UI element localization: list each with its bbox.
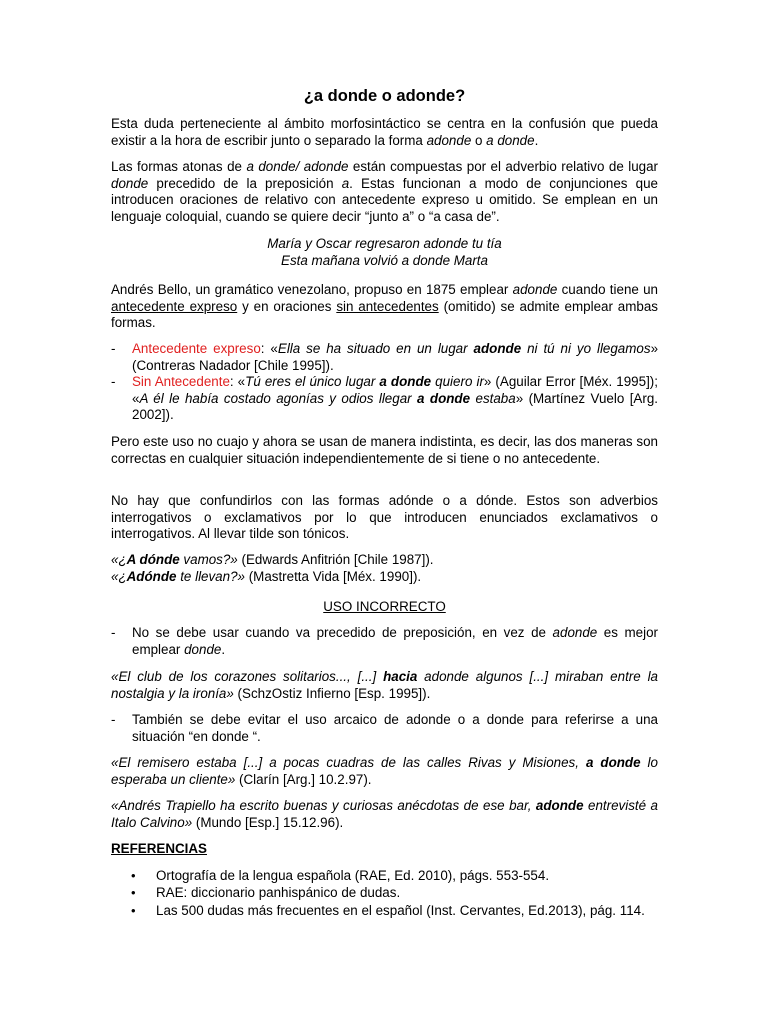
source-citation: » (Aguilar Error [Méx. 1995]); « xyxy=(132,374,658,406)
text-run: No se debe usar cuando va precedido de preposición, en vez de xyxy=(132,625,553,640)
reference-text: RAE: diccionario panhispánico de dudas. xyxy=(156,885,401,900)
bullet-icon: • xyxy=(131,885,136,900)
text-run: Esta duda perteneciente al ámbito morfosintáctico se centra en la confusión que pueda existir a la hora de escribir junto o separado la forma xyxy=(111,116,658,148)
italic-term: adonde xyxy=(512,282,558,297)
quote-text: vamos?» xyxy=(179,552,238,567)
example-sentences xyxy=(111,236,658,269)
quote-paragraph xyxy=(111,669,658,702)
reference-text: Ortografía de la lengua española (RAE, Ed. 2010), págs. 553-554. xyxy=(156,868,550,883)
example-line xyxy=(111,552,658,569)
underlined-term: antecedente expreso xyxy=(111,298,238,314)
bullet-icon: • xyxy=(131,868,136,883)
paragraph-interrogative: No hay que confundirlos con las formas adónde o a dónde. Estos son adverbios interrogativos o exclamativos por lo que introducen enunciados exclamativos o interrogativos. Al llevar tilde son tónicos. xyxy=(111,493,658,541)
bold-term: adonde xyxy=(535,798,584,813)
italic-term: a donde xyxy=(486,132,535,148)
bold-term: Adónde xyxy=(126,568,177,584)
quote-text: lo esperaba un cliente» xyxy=(111,755,658,787)
text-run: cuando tiene un xyxy=(557,282,658,297)
source-citation: » (Contreras Nadador [Chile 1995]). xyxy=(132,341,659,373)
text-run: están compuestas por el adverbio relativo de lugar xyxy=(348,159,658,174)
highlight-label: Sin Antecedente xyxy=(132,374,230,389)
list-item-text xyxy=(132,374,658,424)
text-run: . xyxy=(534,132,539,148)
bullet-icon: • xyxy=(131,903,136,918)
source-citation: (Mastretta Vida [Méx. 1990]). xyxy=(244,568,422,584)
text-run: (omitido) se admite emplear ambas formas. xyxy=(111,298,658,330)
quote-text: estaba xyxy=(470,390,516,406)
bold-term: adonde xyxy=(473,341,522,356)
bold-term: a donde xyxy=(417,390,471,406)
quote-text: Tú eres el único lugar xyxy=(245,374,380,389)
italic-term: adonde xyxy=(426,132,472,148)
references-heading xyxy=(111,841,658,858)
quote-text: te llevan?» xyxy=(176,568,245,584)
quote-mark: «¿ xyxy=(111,552,127,567)
quote-paragraph xyxy=(111,798,658,831)
dash-marker: - xyxy=(111,374,116,389)
example-line xyxy=(111,569,658,586)
text-run: . xyxy=(221,641,226,657)
underlined-term: sin antecedentes xyxy=(336,298,439,314)
references-heading-text: REFERENCIAS xyxy=(111,841,207,856)
quote-mark: «¿ xyxy=(111,568,127,584)
source-citation: (Mundo [Esp.] 15.12.96). xyxy=(192,814,344,830)
list-item-text xyxy=(132,625,658,658)
reference-text: Las 500 dudas más frecuentes en el español (Inst. Cervantes, Ed.2013), pág. 114. xyxy=(156,903,645,918)
interrogative-examples xyxy=(111,552,658,585)
source-citation: » (Martínez Vuelo [Arg. 2002]). xyxy=(132,390,658,422)
quote-text: A él le había costado agonías y odios llegar xyxy=(139,390,418,406)
italic-term: donde xyxy=(184,641,222,657)
italic-term: a donde/ adonde xyxy=(246,159,349,174)
text-run: : « xyxy=(260,341,278,356)
text-run: . Estas funcionan a modo de conjunciones que introducen oraciones de relativo con antecedente expreso u omitido. Se emplean en un lenguaje coloquial, cuando se quiere decir “junto a” o “a casa de”. xyxy=(111,175,658,224)
text-run: : « xyxy=(229,374,246,389)
source-citation: (Clarín [Arg.] 10.2.97). xyxy=(235,771,372,787)
section-heading-text: USO INCORRECTO xyxy=(323,599,446,614)
list-item-text xyxy=(132,341,658,374)
quote-text: adonde algunos [...] miraban entre la nostalgia y la ironía» xyxy=(111,669,658,701)
italic-term: a xyxy=(341,175,350,191)
quote-paragraph xyxy=(111,755,658,788)
paragraph-bello xyxy=(111,282,658,332)
example-line: María y Oscar regresaron adonde tu tía xyxy=(267,236,502,251)
dash-marker: - xyxy=(111,712,116,727)
quote-text: quiero ir xyxy=(431,374,484,389)
quote-text: «El club de los corazones solitarios..., [...] xyxy=(111,669,384,684)
text-run: Andrés Bello, un gramático venezolano, propuso en 1875 emplear xyxy=(111,282,513,297)
text-run: precedido de la preposición xyxy=(148,175,342,191)
paragraph-definition xyxy=(111,159,658,225)
quote-text: «Andrés Trapiello ha escrito buenas y curiosas anécdotas de ese bar, xyxy=(111,798,536,813)
text-run: es mejor emplear xyxy=(132,625,658,657)
bold-term: A dónde xyxy=(126,552,180,567)
italic-term: adonde xyxy=(552,625,598,640)
page-title: ¿a donde o adonde? xyxy=(303,87,466,105)
italic-term: donde xyxy=(111,175,149,191)
section-heading-incorrect xyxy=(111,599,658,616)
dash-marker: - xyxy=(111,625,116,640)
bold-term: hacia xyxy=(383,669,418,684)
paragraph-usage: Pero este uso no cuajo y ahora se usan de manera indistinta, es decir, las dos maneras son correctas en cualquier situación independientemente de si tiene o no antecedente. xyxy=(111,434,658,466)
text-run: y en oraciones xyxy=(237,298,337,314)
highlight-label: Antecedente expreso xyxy=(132,341,261,356)
source-citation: (Edwards Anfitrión [Chile 1987]). xyxy=(237,552,434,567)
paragraph-intro xyxy=(111,116,658,149)
source-citation: (SchzOstiz Infierno [Esp. 1995]). xyxy=(233,685,431,701)
bold-term: a donde xyxy=(585,755,641,770)
text-run: o xyxy=(471,132,487,148)
list-item-text: También se debe evitar el uso arcaico de adonde o a donde para referirse a una situación “en donde “. xyxy=(132,712,658,744)
quote-text: ni tú ni yo llegamos xyxy=(521,341,651,356)
bold-term: a donde xyxy=(379,374,432,389)
example-line: Esta mañana volvió a donde Marta xyxy=(281,252,488,268)
quote-text: Ella se ha situado en un lugar xyxy=(277,341,474,356)
quote-text: entrevisté a Italo Calvino» xyxy=(111,798,659,830)
text-run: Las formas atonas de xyxy=(111,159,247,174)
dash-marker: - xyxy=(111,341,116,356)
quote-text: «El remisero estaba [...] a pocas cuadras de las calles Rivas y Misiones, xyxy=(111,755,586,770)
